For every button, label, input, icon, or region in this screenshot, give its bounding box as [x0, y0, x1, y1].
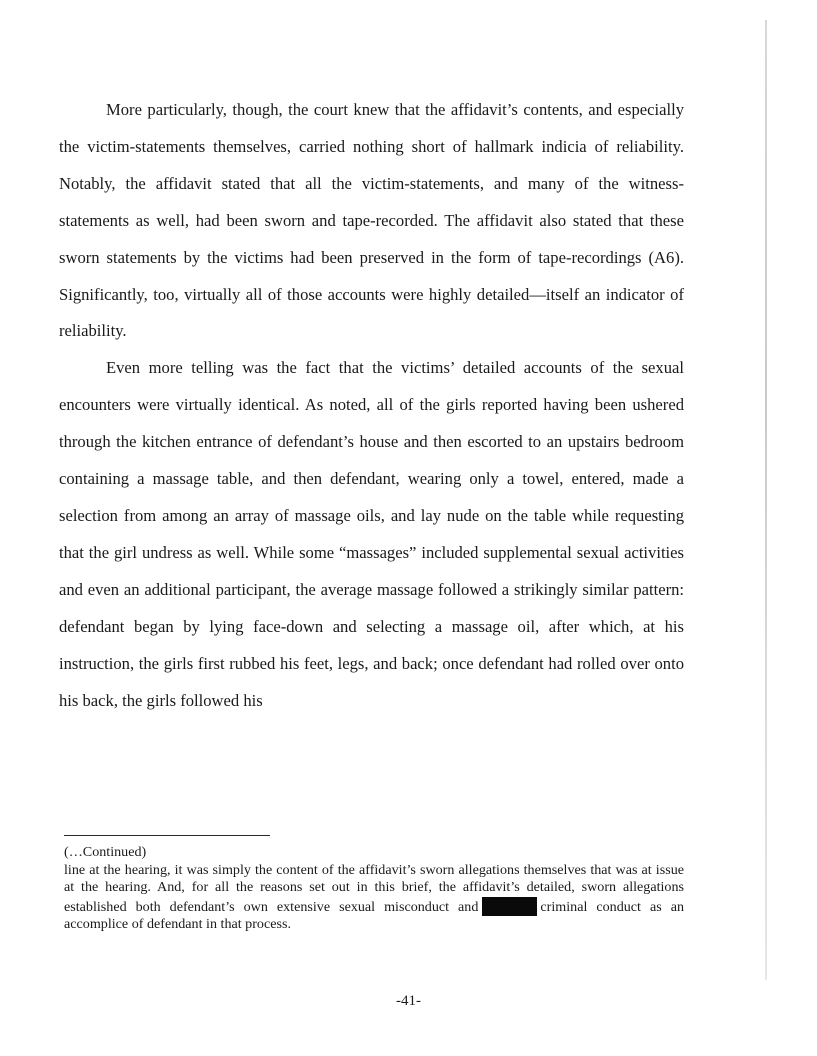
scan-edge-line: [765, 20, 767, 980]
footnote-text-part-1: line at the hearing, it was simply the content of the affidavit’s sworn allegations themselves that was at issue at the hearing. And, for all the reasons set out in this brief, the affidavit’s detailed, sworn allegations established both defendant’s own extensive sexual misconduct and: [64, 861, 684, 915]
paragraph-2: Even more telling was the fact that the victims’ detailed accounts of the sexual encounters were virtually identical. As noted, all of the girls reported having been ushered through the kitchen entrance of defendant’s house and then escorted to an upstairs bedroom containing a massage table, and then defendant, wearing only a towel, entered, made a selection from among an array of massage oils, and lay nude on the table while requesting that the girl undress as well. While some “massages” included supplemental sexual activities and even an additional participant, the average massage followed a strikingly similar pattern: defendant began by lying face-down and selecting a massage oil, after which, at his instruction, the girls first rubbed his feet, legs, and back; once defendant had rolled over onto his back, the girls followed his: [59, 358, 684, 710]
footnote-text: [64, 862, 684, 934]
redaction-box: [482, 897, 537, 916]
footnote-separator: [64, 835, 270, 836]
footnote-continued-label: (…Continued): [64, 844, 147, 860]
footnote: [64, 844, 684, 934]
page-number: -41-: [396, 993, 421, 1009]
footnote-text-part-2: criminal conduct as an accomplice of defendant in that process.: [64, 898, 684, 932]
paragraph-1: More particularly, though, the court knew that the affidavit’s contents, and especially the victim-statements themselves, carried nothing short of hallmark indicia of reliability. Notably, the affidavit stated that all the victim-statements, and many of the witness-statements as well, had been sworn and tape-recorded. The affidavit also stated that these sworn statements by the victims had been preserved in the form of tape-recordings (A6). Significantly, too, virtually all of those accounts were highly detailed—itself an indicator of reliability.: [59, 100, 684, 341]
body-text: [59, 92, 684, 719]
